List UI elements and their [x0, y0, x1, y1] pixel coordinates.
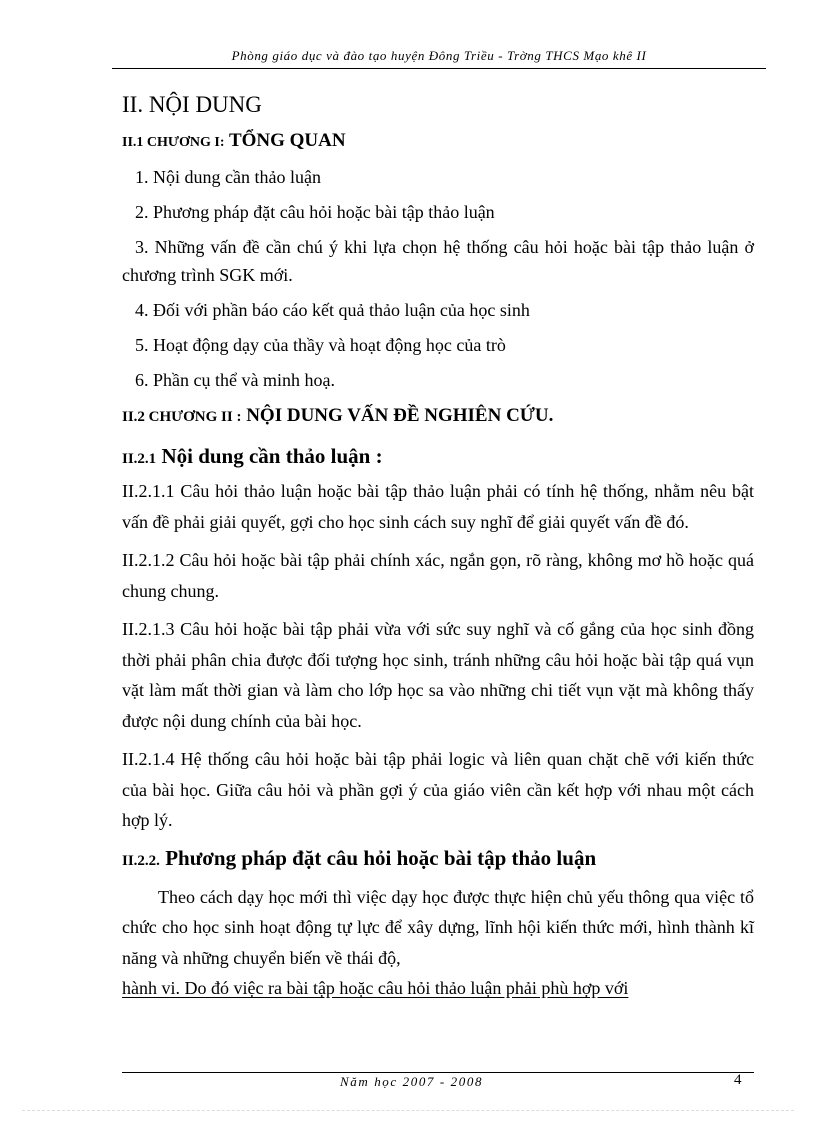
paragraph-2-2-1-3: II.2.1.3 Câu hỏi hoặc bài tập phải vừa với sức suy nghĩ và cố gắng của học sinh đồng thời phải phân chia được đối tượng học sinh, tránh những câu hỏi hoặc bài tập quá vụn vặt làm mất thời gian và làm cho lớp học sa vào những chi tiết vụn vặt mà không thấy được nội dung chính của bài học. [122, 619, 754, 731]
toc-item-text: 3. Những vấn đề cần chú ý khi lựa chọn hệ thống câu hỏi hoặc bài tập thảo luận ở chương trình SGK mới. [122, 237, 754, 285]
page-break-line [22, 1110, 794, 1111]
section-2-2-1-heading [122, 438, 754, 474]
chapter-2-title: NỘI DUNG VẤN ĐỀ NGHIÊN CỨU. [241, 405, 554, 426]
chapter-1-heading [122, 126, 754, 156]
chapter-2-prefix: II.2 CHƯƠNG II : [122, 409, 242, 425]
section-2-2-2-prefix: II.2.2. [122, 852, 160, 869]
chapter-1-prefix: II.1 CHƯƠNG I: [122, 135, 225, 150]
section-2-2-2-title: Phương pháp đặt câu hỏi hoặc bài tập thảo luận [159, 845, 597, 870]
paragraph-2-2-1-4: II.2.1.4 Hệ thống câu hỏi hoặc bài tập phải logic và liên quan chặt chẽ với kiến thức của bài học. Giữa câu hỏi và phần gợi ý của giáo viên cần kết hợp với nhau một cách hợp lý. [122, 749, 754, 830]
chapter-1-title: TỔNG QUAN [224, 130, 346, 151]
document-body [122, 88, 754, 1004]
section-2-2-1-prefix: II.2.1 [122, 451, 157, 467]
section-2-2-2-heading [122, 840, 754, 876]
paragraph-2-2-2-last-line [122, 973, 754, 1004]
page-header: Phòng giáo dục và đào tạo huyện Đông Triều - Trờng THCS Mạo khê II [231, 48, 647, 63]
header-divider [112, 68, 766, 69]
toc-item: 2. Phương pháp đặt câu hỏi hoặc bài tập thảo luận [135, 202, 495, 222]
section-2-2-1-title: Nội dung cần thảo luận : [156, 444, 383, 468]
toc-item: 4. Đối với phần báo cáo kết quả thảo luận của học sinh [135, 300, 530, 320]
footer-text: Năm học 2007 - 2008 [340, 1074, 484, 1089]
toc-item: 1. Nội dung cần thảo luận [135, 167, 321, 187]
toc-item [122, 233, 754, 289]
toc-item: 5. Hoạt động dạy của thầy và hoạt động học của trò [135, 335, 506, 355]
underlined-line: hành vi. Do đó việc ra bài tập hoặc câu hỏi thảo luận phải phù hợp với [122, 978, 629, 998]
paragraph-2-2-2: Theo cách dạy học mới thì việc dạy học được thực hiện chủ yếu thông qua việc tổ chức cho học sinh hoạt động tự lực để xây dựng, lĩnh hội kiến thức mới, hình thành kĩ năng và những chuyển biến về thái độ, [122, 886, 754, 968]
footer-divider [122, 1072, 754, 1073]
section-title: II. NỘI DUNG [122, 92, 262, 117]
toc-item: 6. Phần cụ thể và minh hoạ. [135, 370, 335, 390]
paragraph-2-2-1-1: II.2.1.1 Câu hỏi thảo luận hoặc bài tập thảo luận phải có tính hệ thống, nhằm nêu bật vấn đề phải giải quyết, gợi cho học sinh cách suy nghĩ để giải quyết vấn đề đó. [122, 481, 754, 532]
paragraph-2-2-1-2: II.2.1.2 Câu hỏi hoặc bài tập phải chính xác, ngắn gọn, rõ ràng, không mơ hồ hoặc quá chung chung. [122, 550, 754, 601]
page-number: 4 [734, 1072, 742, 1088]
chapter-2-heading [122, 400, 754, 432]
